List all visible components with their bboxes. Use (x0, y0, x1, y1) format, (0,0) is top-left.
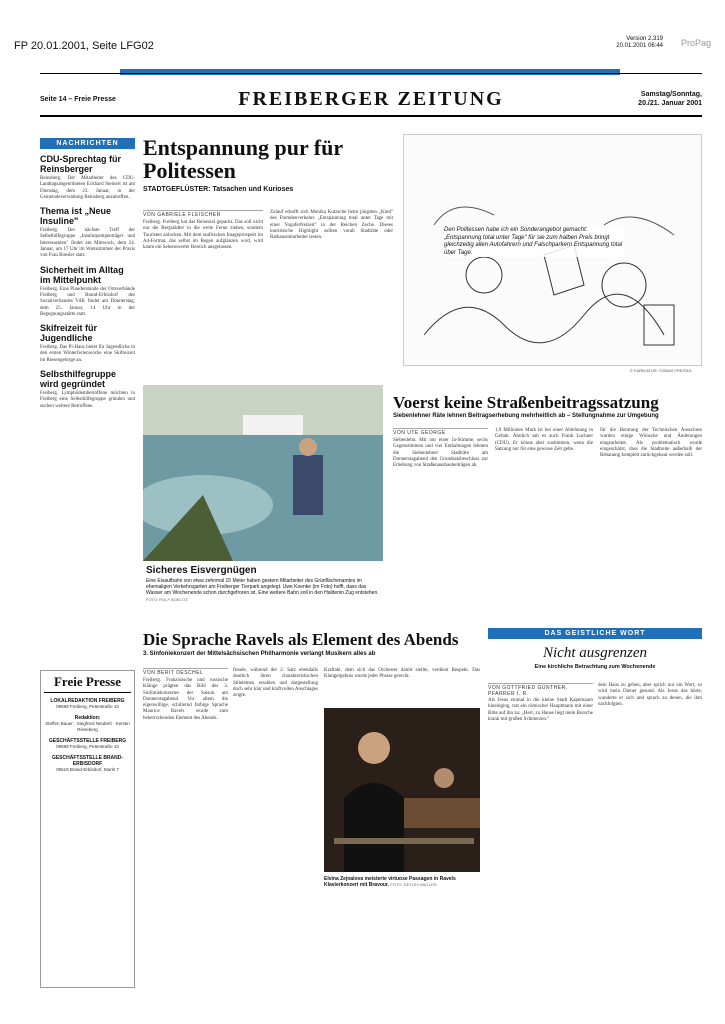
contact-box (40, 670, 135, 988)
masthead-accent (120, 69, 620, 75)
version-info (616, 36, 663, 50)
photo-caption (324, 876, 480, 888)
sermon-subtitle: Eine kirchliche Betrachtung zum Wochenende (534, 664, 656, 670)
news-headline: CDU-Sprechtag für Reinsberger (40, 154, 122, 174)
contact-text: 09599 Freiberg, Peterstraße 10 (56, 704, 119, 709)
news-item (40, 369, 135, 410)
news-headline: Thema ist „Neue Insuline" (40, 206, 112, 227)
article-body: Kraftakt, dem sich das Orchester damit stellte, verdient Respekt. Das Klangergebnis wurde jeder Phrase gerecht. (324, 668, 480, 680)
paper-title: FREIBERGER ZEITUNG (238, 88, 504, 110)
article-subheadline: 3. Sinfoniekonzert der Mittelsächsischen Philharmonie verlangt Musikern alles ab (143, 651, 376, 657)
cartoon-credit: © KARIKATUR: TOBIAS FREITAG (630, 368, 692, 373)
article-headline: Die Sprache Ravels als Element des Abends (143, 630, 459, 649)
photo-headline: Sicheres Eisvergnügen (146, 565, 257, 576)
contact-text: 09618 Brand-Erbisdorf, Markt 7 (56, 767, 119, 772)
contact-heading: LOKALREDAKTION FREIBERG (50, 698, 125, 704)
ice-rink-image (143, 385, 383, 561)
article-body: 1,9 Millionen Mark ist bei einer Ablehnung in Gefahr. Ähnlich sah es auch Frank Luchner (CDU). Er könne aber zustimmen, wenn die Satzung nur für eine gewisse Zeit gelte. (495, 428, 593, 452)
article-subheadline: Siebenlehner Räte lehnen Beitragserhebung mehrheitlich ab – Stellungnahme zur Umgebung (393, 413, 659, 419)
sermon-title: Nicht ausgrenzen (542, 645, 648, 661)
news-item (40, 265, 135, 318)
photo-caption (146, 578, 382, 603)
nachrichten-header: NACHRICHTEN (40, 138, 135, 149)
article-body: für die Beratung der Technischen Ausschuss wurden einige Wünsche und Änderungen eingearbeitet. Als problematisch wurde eingeschätzt, dass die Stadtreite außerhalb der Bebauung komplett zurückgebaut werden soll. (600, 428, 702, 459)
news-column (40, 138, 135, 410)
section-label: Seite 14 – Freie Presse (40, 96, 116, 103)
photo-caption-text: Eine Eisaufbahn von etwa zehnmal 15 Meter haben gestern Mitarbeiter des Grünflächenamtes im ehemaligen Verkehrsgarten am Freiberger Tierpark angelegt. Uwe Koenke (im Foto) hofft, dass das Wasser am Wochenende schon durchgefroren ist. Eine weitere Bahn soll in den Haldenin Zug entstehen. (146, 578, 379, 597)
article-headline: Voerst keine Straßenbeitragssatzung (393, 393, 659, 412)
contact-heading: Redaktion: (74, 715, 101, 721)
news-text: Freiberg. Der nächste Treff der Selbsthilfegruppe „Insulinpumpenträger und Interessenten" findet am Mittwoch, dem 24. Januar, um 17 Uhr im Wartezimmer der Praxis von Frau Roesler statt. (40, 228, 135, 259)
news-headline: Selbsthilfegruppe wird gegründet (40, 369, 117, 390)
article-subheadline: STADTGEFLÜSTER: Tatsachen und Kurioses (143, 186, 294, 193)
issue-date-line1: Samstag/Sonntag, (640, 91, 702, 98)
article-byline: VON BERIT DESCHEL (143, 668, 228, 676)
masthead-rule-bottom (40, 115, 702, 117)
cartoon-image (403, 134, 702, 366)
news-text: Freiberg. Das Pi-Haus bietet für Jugendliche in den ersten Winterferienwoche eine Skifreizeit im Riesengebirge an. (40, 345, 135, 363)
masthead-rule (40, 73, 702, 74)
news-text: Freiberg. Lymphödembetroffene möchten in Freiberg eine Selbsthilfegruppe gründen und suchen weitere Betroffene. (40, 391, 135, 409)
article-headline: Entspannung pur für Politessen (143, 135, 343, 183)
ice-rink-photo (143, 385, 383, 561)
contact-text: 09599 Freiberg, Peterstraße 10 (56, 744, 119, 749)
news-item (40, 206, 135, 259)
article-body: Zulauf erhofft sich Monika Kutzsche beim jüngsten „Kind" des Fremdenverkehrs „Entspannung total unter Tage mit einer Yogaferfreizeit" in der Reichen Zeche. Dieses touristische Highlight sollten vorab Stadträte oder Rathausmitarbeiter testen. (270, 210, 393, 241)
contact-heading: GESCHÄFTSSTELLE FREIBERG (48, 738, 127, 744)
article-byline: VON UTE GEORGE (393, 428, 488, 436)
article-body: freude, während der 2. Satz ebendalls deutlich ihren charakteristischen Stilelemen ersahlen und dargestellung doch sehr klar und kraftvollen Anschlages zeigte. (233, 668, 318, 699)
news-text: Freiberg. Eine Plauderstunde der Ortsverbände Freiberg und Brand-Erbisdorf des Sozialverbandes VdK findet am Donnerstag, dem 25. Januar, 14 Uhr in der Begegnungsstätte statt. (40, 286, 135, 317)
news-headline: Skifreizeit für Jugendliche (40, 323, 98, 344)
photo-credit: FOTO: DETLEV MÜLLER (390, 882, 437, 888)
page-id: FP 20.01.2001, Seite LFG02 (14, 40, 154, 52)
article-byline: VON GABRIELE FLEISCHER (143, 210, 263, 218)
contact-heading: GESCHÄFTSSTELLE BRAND-ERBISDORF (51, 755, 124, 767)
issue-date-line2: 20./21. Januar 2001 (638, 100, 702, 107)
article-body: Freiberg. Französische und russische Klänge prägten das Bild des 3. Sinfoniekonzertes der Saison am Donnerstagabend. Vor allem die eigenwillige, schillernd farbige Sprache Maurice Ravels wurde zum beherrschenden Element des Abends. (143, 678, 228, 721)
news-item (40, 323, 135, 364)
photo-caption-text: Elvina Zejnalova meisterte virtuose Passagen in Ravels Klavierkonzert mit Bravour. (324, 876, 456, 889)
version-label: Version 2.319 (626, 36, 663, 42)
concert-image (324, 708, 480, 872)
propag-logo: ProPag (680, 38, 711, 48)
photo-credit: FOTO: ROLF BOELITZ (146, 596, 188, 602)
article-body: dein Haus zu gehen, aber sprich nur ein Wort, so wird mein Diener gesund. Als Jesus das hörte, wunderte er sich und sprach zu denen, die ihm nachfolgten. (598, 683, 702, 707)
article-byline: VON GOTTFRIED GÜNTHER, PFARRER I. R. (488, 683, 593, 697)
contact-text: Steffen Bauer · Siegfried Neubert · Kerstin Rieseberg (45, 721, 130, 732)
news-item (40, 154, 135, 201)
concert-photo (324, 708, 480, 872)
article-body: Siebenlehn. Mit nur einer Ja-Stimme, sechs Gegenstimmen und vier Enthaltungen lehnten die Siebenlehner Stadträte am Donnerstagabend den Grundsatzbeschluss zur Erhebung von Straßenausbaubeiträgen ab. (393, 438, 488, 469)
newspaper-page (40, 68, 702, 988)
cartoon-caption: Den Politessen habe ich ein Sonderangebot gemacht: „Entspannung total unter Tage" für sie zum halben Preis bringt gleichzeitig allen Autofahrern und Falschparkern Entspannung total über Tage. (444, 227, 623, 256)
article-body: Freiberg. Freiberg hat das Reiseziel gepackt. Das soll nicht nur die Bergstädter in die weite Ferne ziehen, sondern Touristen anlocken. Mit dem taufrischen Imageprospekt im A4-Format, das selbst im Regen aufglänzen wird, wird kaum ein Sehenswerter Bereich ausgelassen. (143, 220, 263, 251)
masthead (40, 68, 702, 120)
news-headline: Sicherheit im Alltag im Mittelpunkt (40, 264, 124, 285)
issue-date (638, 90, 702, 108)
article-body: Als Jesus einmal in die kleine Stadt Kapernaum hineinging, trat ein römischer Hauptmann mit einer Bitte auf ihn zu: „Herr, zu Hause liegt mein Bursche krank mit großen Schmerzen." (488, 698, 593, 722)
news-text: Reinsberg. Der Mitarbeiter des CDU-Landtagsabgeordneten Eckhard Steinert ist am Dienstag, dem 23. Januar, in der Gemeindeverwaltung Reinsberg anzutreffen. (40, 176, 135, 200)
print-header (0, 0, 725, 62)
freie-presse-logo: Freie Presse (44, 674, 131, 693)
sermon-label: DAS GEISTLICHE WORT (488, 628, 702, 639)
sermon-box (488, 628, 702, 670)
version-date: 20.01.2001 06:44 (616, 43, 663, 49)
